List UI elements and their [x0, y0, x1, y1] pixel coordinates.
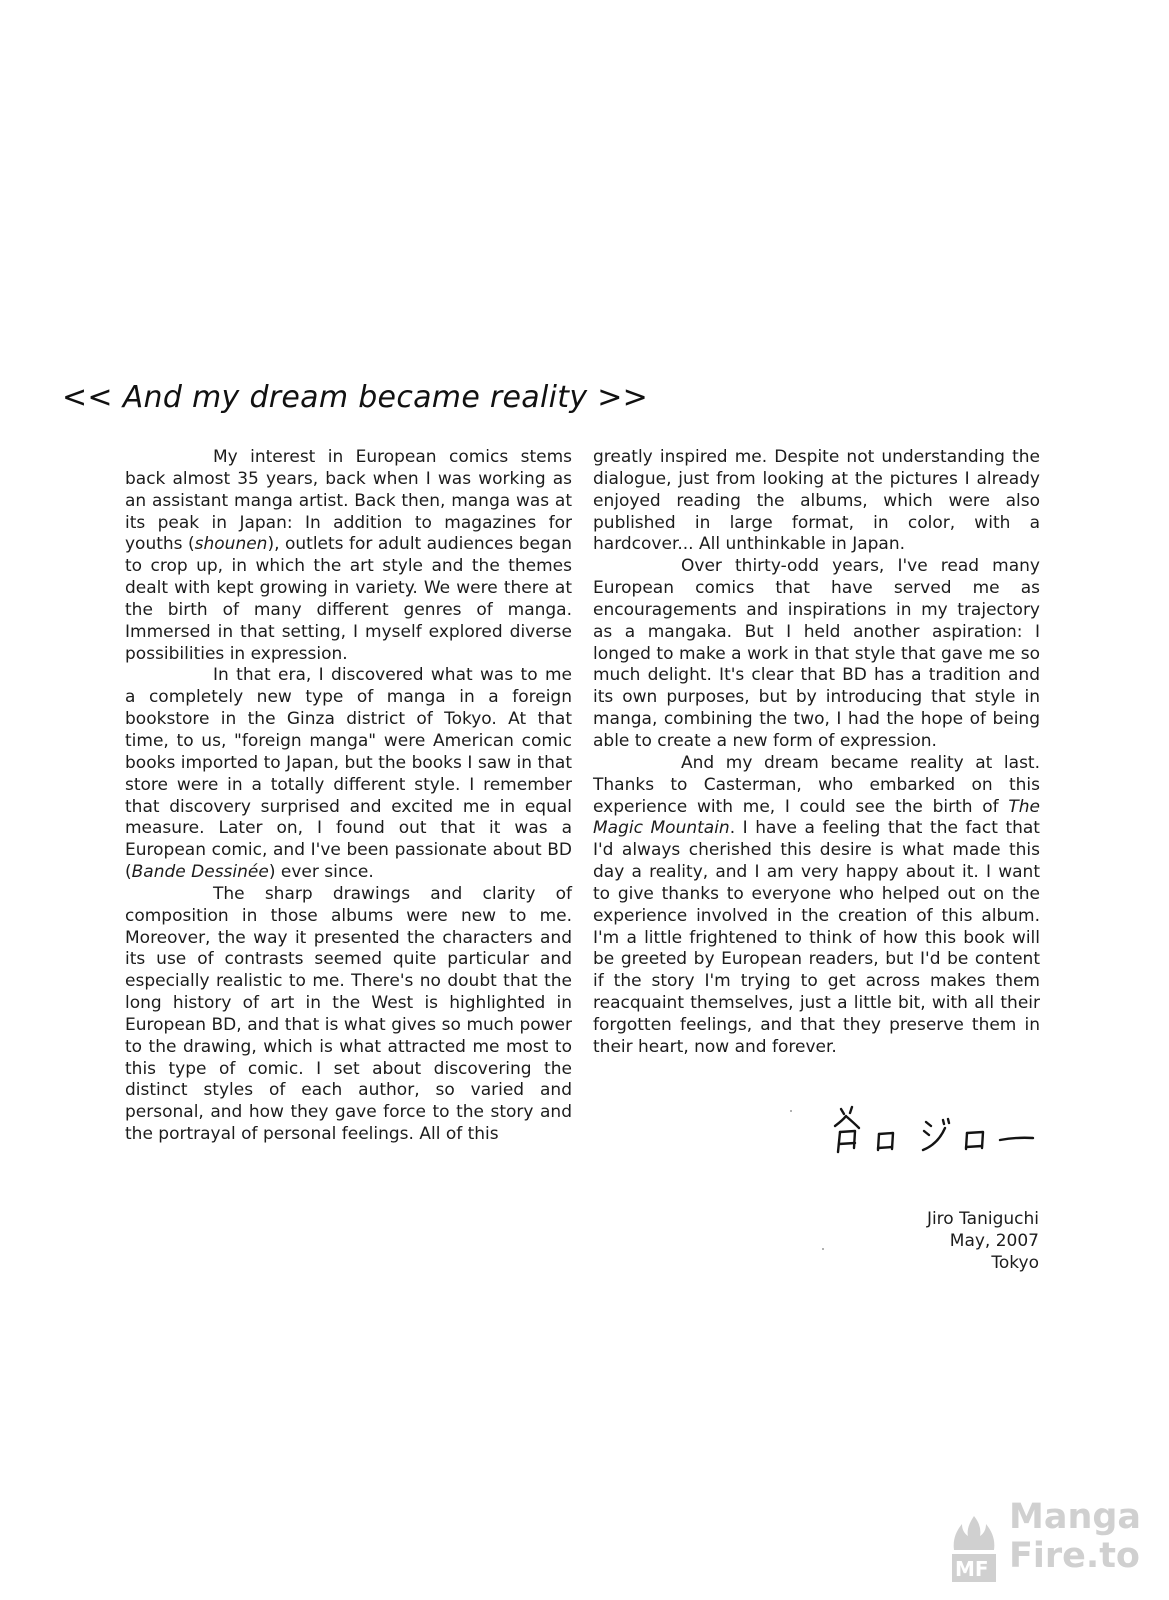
watermark-line-2: Fire.to: [1009, 1536, 1140, 1576]
text-column-left: [125, 447, 572, 1146]
paragraph: [593, 753, 1040, 1059]
sign-place: Tokyo: [991, 1253, 1039, 1273]
sign-date: May, 2007: [949, 1231, 1039, 1251]
italic-title-text: Bande Dessinée: [131, 862, 269, 883]
page-title: << And my dream became reality >>: [62, 380, 649, 415]
handwritten-signature: [828, 1100, 1043, 1170]
scan-speck: [822, 1248, 824, 1250]
italic-title-text: The Magic Mountain: [593, 796, 1040, 839]
italic-title-text: shounen: [194, 534, 268, 555]
scan-speck: [790, 1110, 792, 1112]
paragraph-text: And my dream became reality at last. Thanks to Casterman, who embarked on this experience with me, I could see the birth of: [593, 752, 1040, 817]
paragraph-text: greatly inspired me. Despite not understanding the dialogue, just from looking at the pictures I already enjoyed reading the albums, which were also published in large format, in color, with a hardcover... All unthinkable in Japan.: [593, 447, 1040, 555]
sign-off: [927, 1208, 1039, 1274]
text-column-right: [593, 447, 1040, 1059]
paragraph: [593, 556, 1040, 753]
paragraph: [125, 884, 572, 1146]
paragraph-text: ), outlets for adult audiences began to crop up, in which the art style and the themes dealt with kept growing in variety. We were there at the birth of many different genres of manga. Immersed in that setting, I myself explored diverse possibilities in expression.: [125, 534, 572, 664]
paragraph-text: My interest in European comics stems back almost 35 years, back when I was working as an assistant manga artist. Back then, manga was at its peak in Japan: In addition to magazines for youths (: [125, 447, 572, 555]
paragraph-text: In that era, I discovered what was to me a completely new type of manga in a foreign bookstore in the Ginza district of Tokyo. At that time, to us, "foreign manga" were American comic books imported to Japan, but the books I saw in that store were in a totally different style. I remember that discovery surprised and excited me in equal measure. Later on, I found out that it was a European comic, and I've been passionate about BD (: [125, 665, 572, 883]
paragraph: [125, 665, 572, 883]
watermark: [944, 1497, 1142, 1588]
paragraph: [125, 447, 572, 665]
paragraph-text: Over thirty-odd years, I've read many European comics that have served me as encouragements and inspirations in my trajectory as a mangaka. But I held another aspiration: I longed to make a work in that style that gave me so much delight. It's clear that BD has a tradition and its own purposes, but by introducing that style in manga, combining the two, I had the hope of being able to create a new form of expression.: [593, 556, 1040, 751]
watermark-line-1: Manga: [1009, 1497, 1142, 1537]
svg-text:MF: MF: [955, 1557, 989, 1581]
paragraph-text: The sharp drawings and clarity of composition in those albums were new to me. Moreover, the way it presented the characters and its use of contrasts seemed quite particular and especially realistic to me. There's no doubt that the long history of art in the West is highlighted in European BD, and that is what gives so much power to the drawing, which is what attracted me most to this type of comic. I set about discovering the distinct styles of each author, so varied and personal, and how they gave force to the story and the portrayal of personal feelings. All of this: [125, 883, 572, 1145]
paragraph: [593, 447, 1040, 556]
paragraph-text: . I have a feeling that the fact that I'd always cherished this desire is what made this day a reality, and I am very happy about it. I want to give thanks to everyone who helped out on the experience involved in the creation of this album. I'm a little frightened to think of how this book will be greeted by European readers, but I'd be content if the story I'm trying to get across makes them reacquaint themselves, just a little bit, with all their forgotten feelings, and that they preserve them in their heart, now and forever.: [593, 818, 1040, 1057]
paragraph-text: ) ever since.: [268, 862, 374, 883]
flame-logo-icon: [944, 1498, 1004, 1588]
author-name: Jiro Taniguchi: [926, 1209, 1039, 1229]
